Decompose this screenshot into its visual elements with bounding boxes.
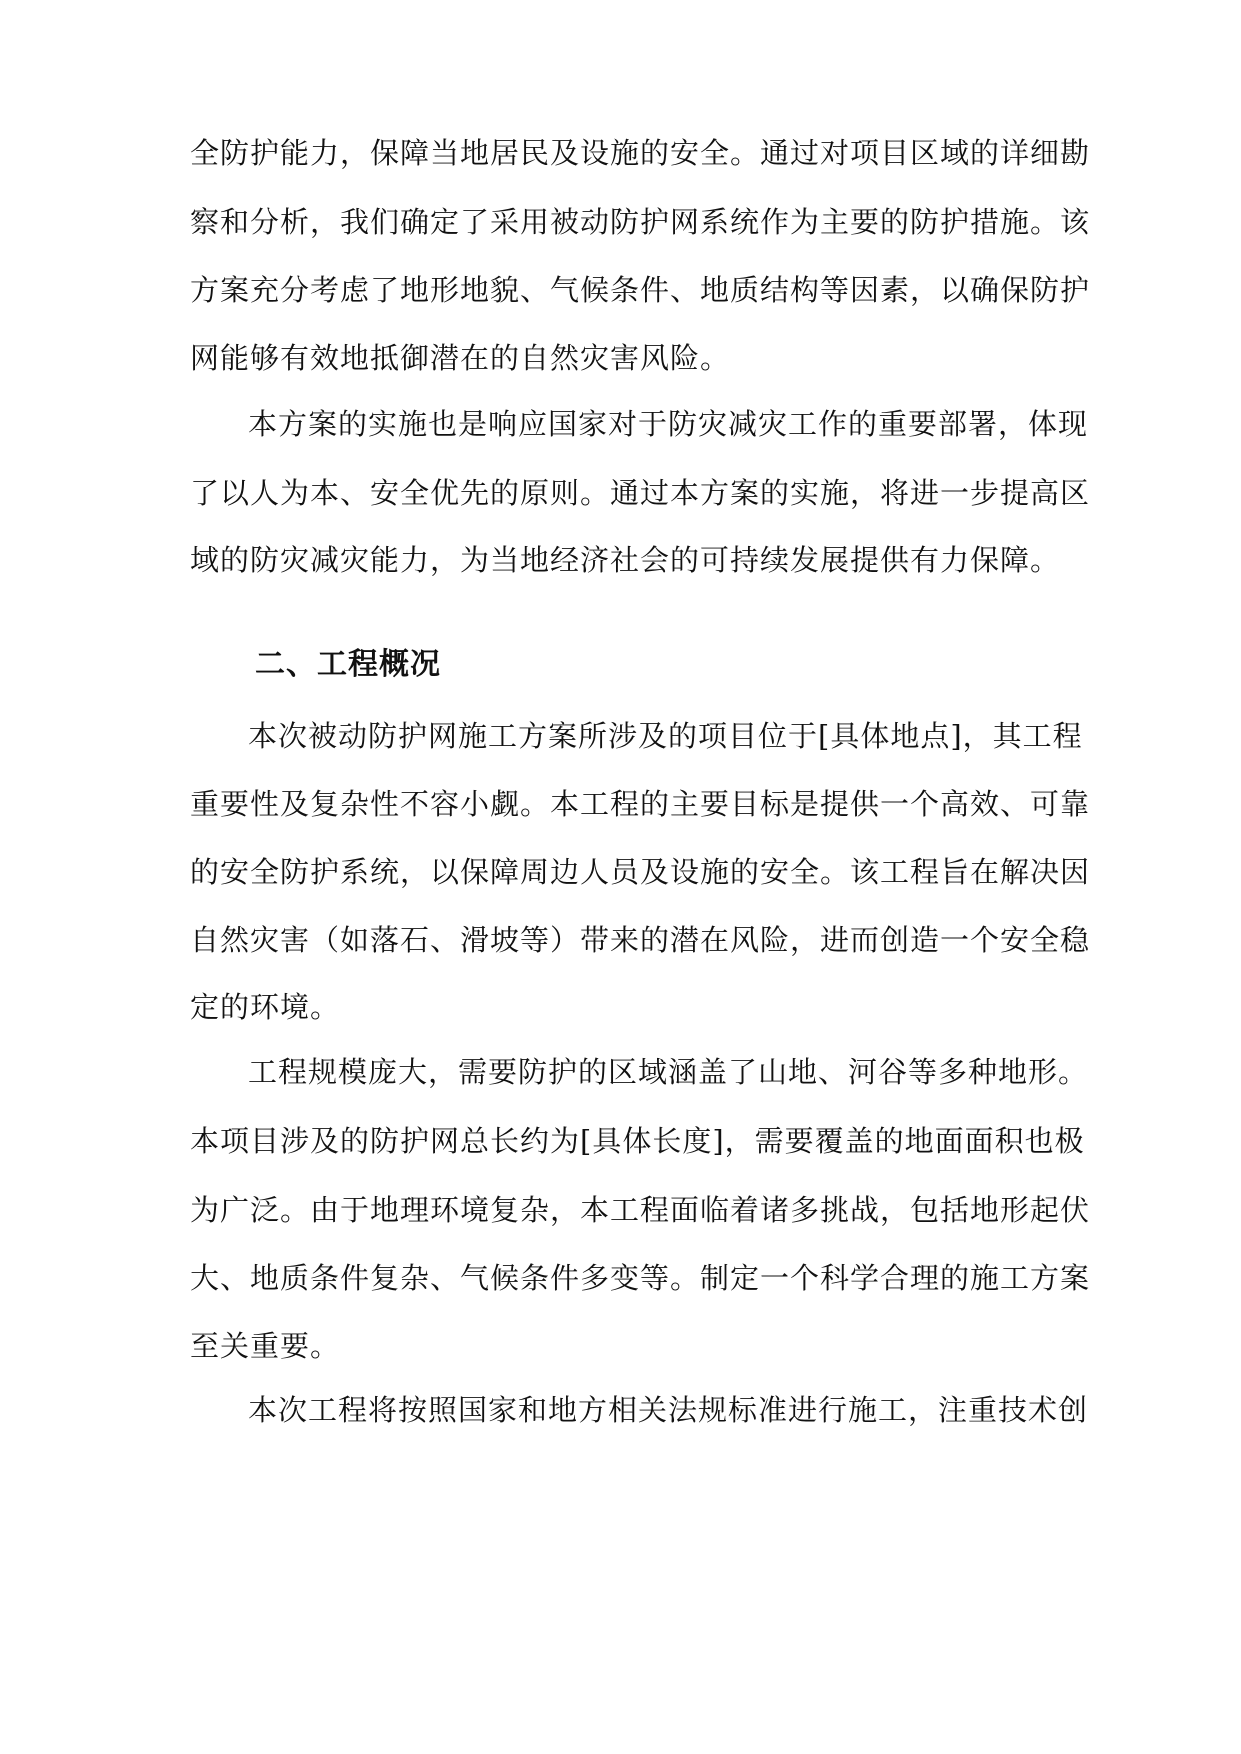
section-paragraph-2-line-5: 至关重要。 xyxy=(190,1329,341,1363)
paragraph-2-line-1: 本方案的实施也是响应国家对于防灾减灾工作的重要部署，体现 xyxy=(248,407,1089,441)
paragraph-1-line-3: 方案充分考虑了地形地貌、气候条件、地质结构等因素，以确保防护 xyxy=(190,273,1091,307)
section-paragraph-3-line-1: 本次工程将按照国家和地方相关法规标准进行施工，注重技术创 xyxy=(248,1393,1089,1427)
section-paragraph-1-line-4: 自然灾害（如落石、滑坡等）带来的潜在风险，进而创造一个安全稳 xyxy=(190,923,1091,957)
section-heading: 二、工程概况 xyxy=(255,647,441,682)
section-paragraph-1-line-1: 本次被动防护网施工方案所涉及的项目位于[具体地点]，其工程 xyxy=(248,719,1083,753)
section-paragraph-1-line-2: 重要性及复杂性不容小觑。本工程的主要目标是提供一个高效、可靠 xyxy=(190,787,1091,821)
paragraph-1-line-1: 全防护能力，保障当地居民及设施的安全。通过对项目区域的详细勘 xyxy=(190,136,1091,170)
paragraph-1-line-2: 察和分析，我们确定了采用被动防护网系统作为主要的防护措施。该 xyxy=(190,205,1091,239)
paragraph-2-line-2: 了以人为本、安全优先的原则。通过本方案的实施，将进一步提高区 xyxy=(190,476,1091,510)
section-paragraph-1-line-3: 的安全防护系统，以保障周边人员及设施的安全。该工程旨在解决因 xyxy=(190,855,1091,889)
section-paragraph-2-line-3: 为广泛。由于地理环境复杂，本工程面临着诸多挑战，包括地形起伏 xyxy=(190,1193,1091,1227)
paragraph-1-line-4: 网能够有效地抵御潜在的自然灾害风险。 xyxy=(190,341,731,375)
section-paragraph-2-line-1: 工程规模庞大，需要防护的区域涵盖了山地、河谷等多种地形。 xyxy=(248,1055,1089,1089)
section-paragraph-2-line-4: 大、地质条件复杂、气候条件多变等。制定一个科学合理的施工方案 xyxy=(190,1261,1091,1295)
section-paragraph-1-line-5: 定的环境。 xyxy=(190,990,341,1024)
paragraph-2-line-3: 域的防灾减灾能力，为当地经济社会的可持续发展提供有力保障。 xyxy=(190,543,1061,577)
section-paragraph-2-line-2: 本项目涉及的防护网总长约为[具体长度]，需要覆盖的地面面积也极 xyxy=(190,1124,1085,1158)
